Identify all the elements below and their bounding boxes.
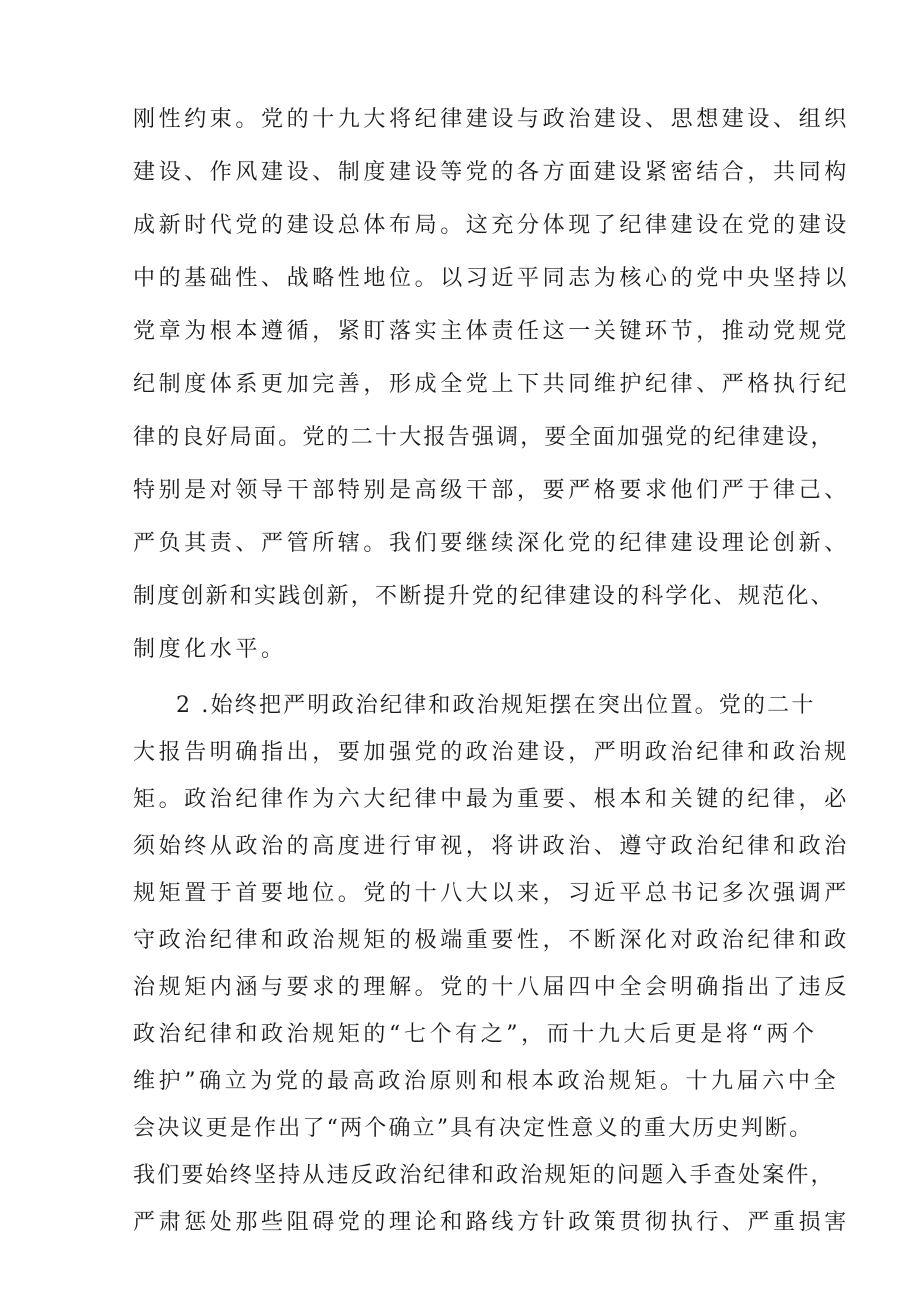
text-line: 纪制度体系更加完善，形成全党上下共同维护纪律、严格执行纪 — [133, 372, 850, 397]
text-line: 矩。政治纪律作为六大纪律中最为重要、根本和关键的纪律，必 — [133, 787, 850, 812]
text-line: 制度化水平。 — [133, 637, 287, 662]
text-line: 律的良好局面。党的二十大报告强调，要全面加强党的纪律建设， — [133, 425, 835, 450]
text-line: 守政治纪律和政治规矩的极端重要性，不断深化对政治纪律和政 — [133, 928, 850, 953]
text-line: 会决议更是作出了“两个确立”具有决定性意义的重大历史判断。 — [133, 1116, 814, 1141]
text-line: 政治纪律和政治规矩的“七个有之”，而十九大后更是将“两个 — [133, 1022, 818, 1047]
text-line: 成新时代党的建设总体布局。这充分体现了纪律建设在党的建设 — [133, 213, 850, 238]
text-line: 建设、作风建设、制度建设等党的各方面建设紧密结合，共同构 — [133, 160, 850, 185]
text-line: 我们要始终坚持从违反政治纪律和政治规矩的问题入手查处案件， — [133, 1163, 835, 1188]
text-line: 中的基础性、战略性地位。以习近平同志为核心的党中央坚持以 — [133, 266, 850, 291]
text-line: 须始终从政治的高度进行审视，将讲政治、遵守政治纪律和政治 — [133, 834, 850, 859]
text-line: 制度创新和实践创新，不断提升党的纪律建设的科学化、规范化、 — [133, 584, 835, 609]
text-line: 刚性约束。党的十九大将纪律建设与政治建设、思想建设、组织 — [133, 107, 850, 132]
text-line: 特别是对领导干部特别是高级干部，要严格要求他们严于律己、 — [133, 478, 850, 503]
text-line: 严肃惩处那些阻碍党的理论和路线方针政策贯彻执行、严重损害 — [133, 1210, 850, 1235]
text-line: 严负其责、严管所辖。我们要继续深化党的纪律建设理论创新、 — [133, 531, 850, 556]
text-line: 党章为根本遵循，紧盯落实主体责任这一关键环节，推动党规党 — [133, 319, 850, 344]
text-line: 治规矩内涵与要求的理解。党的十八届四中全会明确指出了违反 — [133, 975, 850, 1000]
text-line: 大报告明确指出，要加强党的政治建设，严明政治纪律和政治规 — [133, 740, 850, 765]
text-line: 2 .始终把严明政治纪律和政治规矩摆在突出位置。党的二十 — [176, 693, 816, 718]
text-line: 维护”确立为党的最高政治原则和根本政治规矩。十九届六中全 — [133, 1069, 840, 1094]
text-line: 规矩置于首要地位。党的十八大以来，习近平总书记多次强调严 — [133, 881, 850, 906]
